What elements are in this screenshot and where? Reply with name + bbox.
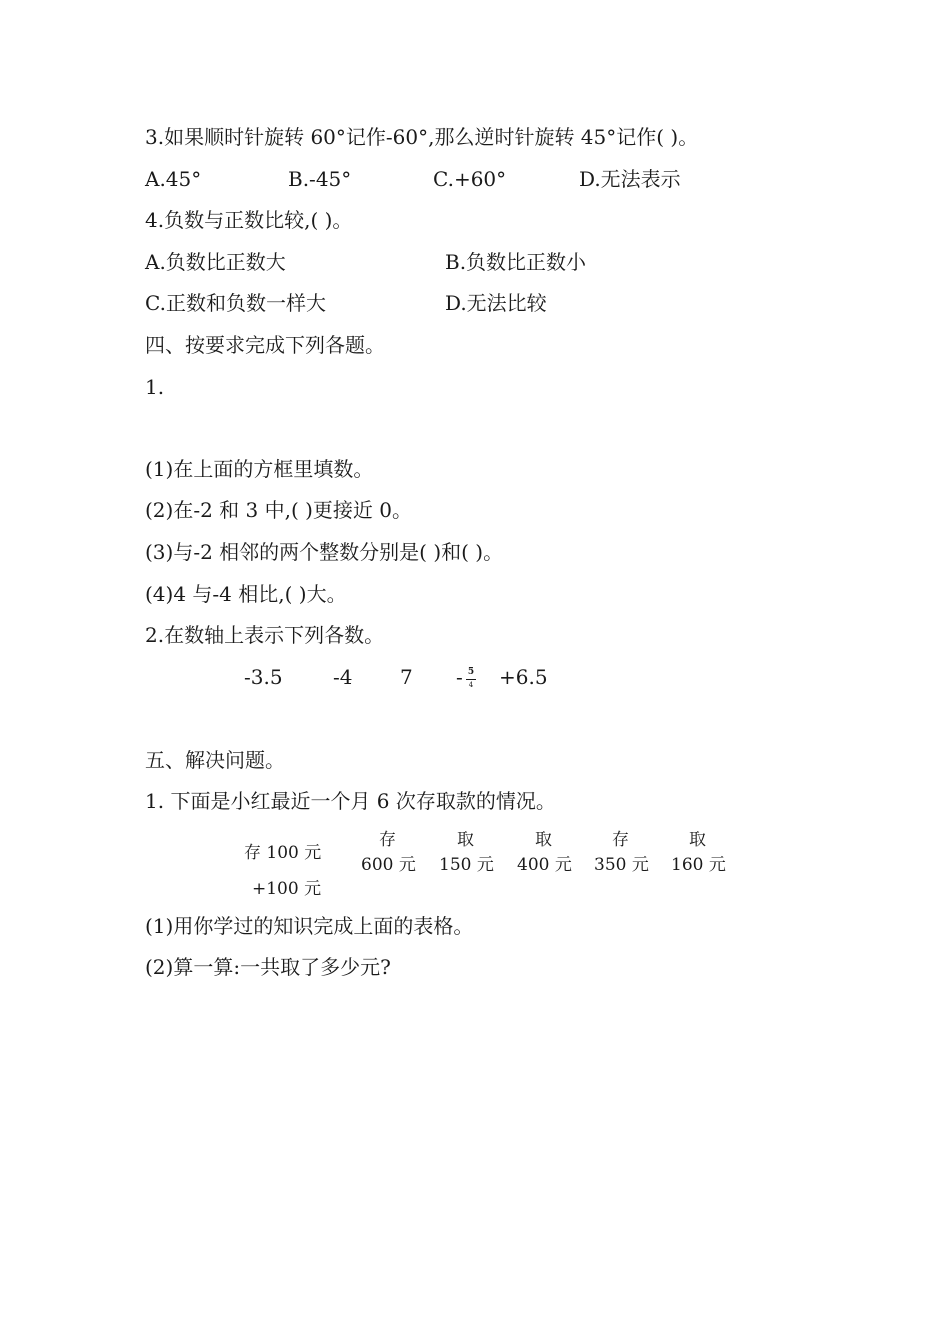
fraction-bar — [466, 679, 476, 680]
table-col-amount: 350 元 — [594, 855, 649, 875]
s5-question-1: 1. 下面是小红最近一个月 6 次存取款的情况。 — [145, 789, 556, 813]
question-3: 3.如果顺时针旋转 60°记作-60°,那么逆时针旋转 45°记作( )。 — [145, 125, 699, 149]
table-col-type: 存 — [379, 830, 396, 850]
q4-option-b: B.负数比正数小 — [445, 250, 587, 274]
q4-option-a: A.负数比正数大 — [145, 250, 286, 274]
s4-q1-part-1: (1)在上面的方框里填数。 — [145, 457, 374, 481]
s5-part-2: (2)算一算:一共取了多少元? — [145, 955, 391, 979]
fraction-sign: - — [456, 665, 463, 689]
number-item: +6.5 — [499, 665, 548, 689]
table-col-amount: 400 元 — [517, 855, 572, 875]
number-item: -4 — [333, 665, 353, 689]
table-col-type: 取 — [535, 830, 552, 850]
s4-q1-number: 1. — [145, 375, 165, 399]
s5-part-1: (1)用你学过的知识完成上面的表格。 — [145, 914, 474, 938]
table-col-amount: 600 元 — [361, 855, 416, 875]
table-col-amount: 150 元 — [439, 855, 494, 875]
fraction-numerator: 5 — [467, 667, 475, 677]
table-col-type: 取 — [457, 830, 474, 850]
table-col-amount: 160 元 — [671, 855, 726, 875]
q4-option-c: C.正数和负数一样大 — [145, 291, 326, 315]
q3-option-c: C.+60° — [433, 167, 507, 191]
question-4: 4.负数与正数比较,( )。 — [145, 208, 353, 232]
q3-option-a: A.45° — [145, 167, 202, 191]
table-col-type: 存 — [612, 830, 629, 850]
number-item: -3.5 — [244, 665, 283, 689]
table-first-value: +100 元 — [252, 879, 322, 899]
table-first-cell: 存 100 元 — [244, 843, 322, 863]
section-5-heading: 五、解决问题。 — [145, 748, 285, 772]
s4-q1-part-2: (2)在-2 和 3 中,( )更接近 0。 — [145, 498, 413, 522]
number-item: 7 — [400, 665, 413, 689]
s4-question-2: 2.在数轴上表示下列各数。 — [145, 623, 385, 647]
s4-q1-part-3: (3)与-2 相邻的两个整数分别是( )和( )。 — [145, 540, 504, 564]
fraction-denominator: 4 — [468, 681, 474, 689]
q3-option-d: D.无法表示 — [579, 167, 681, 191]
section-4-heading: 四、按要求完成下列各题。 — [145, 333, 385, 357]
s4-q1-part-4: (4)4 与-4 相比,( )大。 — [145, 582, 347, 606]
q4-option-d: D.无法比较 — [445, 291, 547, 315]
q3-option-b: B.-45° — [288, 167, 352, 191]
table-col-type: 取 — [689, 830, 706, 850]
